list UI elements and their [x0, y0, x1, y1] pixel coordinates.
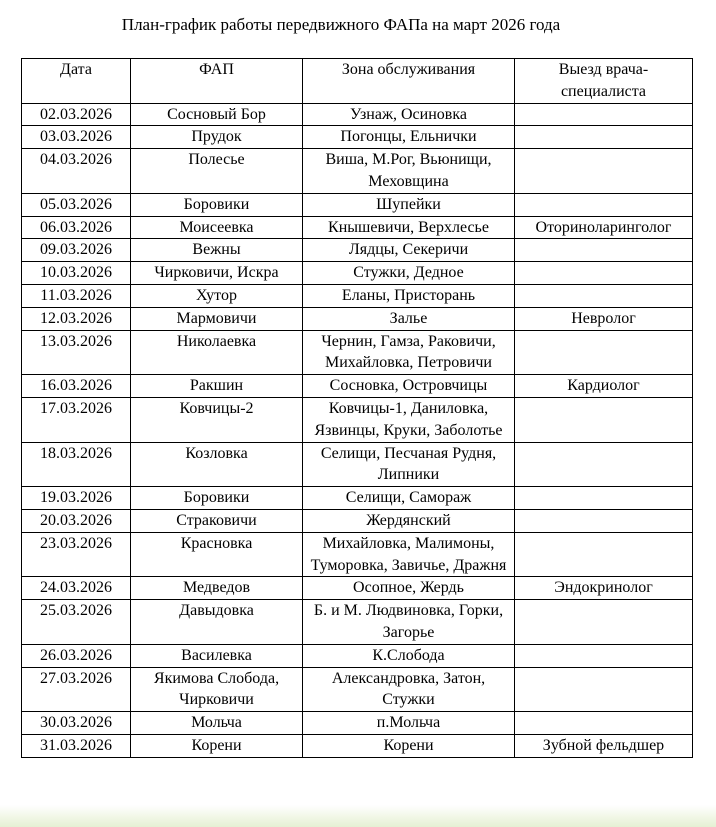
cell-date: 31.03.2026 — [22, 734, 131, 757]
cell-date: 12.03.2026 — [22, 307, 131, 330]
cell-doctor: Кардиолог — [515, 375, 693, 398]
cell-fap: Боровики — [131, 193, 303, 216]
decorative-strip — [0, 805, 716, 827]
table-row — [22, 375, 693, 398]
cell-zone: Александровка, Затон, Стужки — [303, 667, 515, 712]
cell-date: 06.03.2026 — [22, 216, 131, 239]
cell-zone: Виша, М.Рог, Вьюнищи, Меховщина — [303, 149, 515, 194]
table-row — [22, 149, 693, 194]
table-row — [22, 397, 693, 442]
cell-doctor: Оториноларинголог — [515, 216, 693, 239]
table-row — [22, 216, 693, 239]
cell-doctor — [515, 712, 693, 735]
cell-date: 19.03.2026 — [22, 487, 131, 510]
table-row — [22, 600, 693, 645]
cell-fap: Вежны — [131, 239, 303, 262]
cell-date: 23.03.2026 — [22, 532, 131, 577]
table-row — [22, 712, 693, 735]
cell-fap: Корени — [131, 734, 303, 757]
cell-date: 04.03.2026 — [22, 149, 131, 194]
cell-zone: Селищи, Самораж — [303, 487, 515, 510]
cell-doctor — [515, 239, 693, 262]
cell-doctor — [515, 193, 693, 216]
cell-doctor — [515, 330, 693, 375]
cell-doctor — [515, 667, 693, 712]
cell-doctor: Зубной фельдшер — [515, 734, 693, 757]
cell-date: 03.03.2026 — [22, 126, 131, 149]
cell-fap: Ковчицы-2 — [131, 397, 303, 442]
cell-doctor — [515, 644, 693, 667]
cell-zone: Шупейки — [303, 193, 515, 216]
cell-doctor — [515, 149, 693, 194]
cell-date: 13.03.2026 — [22, 330, 131, 375]
cell-doctor — [515, 284, 693, 307]
cell-zone: Еланы, Присторань — [303, 284, 515, 307]
cell-fap: Мольча — [131, 712, 303, 735]
cell-zone: К.Слобода — [303, 644, 515, 667]
cell-doctor — [515, 600, 693, 645]
cell-doctor — [515, 397, 693, 442]
cell-fap: Боровики — [131, 487, 303, 510]
table-row — [22, 330, 693, 375]
cell-fap: Николаевка — [131, 330, 303, 375]
cell-fap: Ракшин — [131, 375, 303, 398]
cell-zone: Погонцы, Ельнички — [303, 126, 515, 149]
schedule-table — [21, 58, 693, 758]
cell-zone: Жердянский — [303, 509, 515, 532]
table-row — [22, 734, 693, 757]
cell-zone: Кнышевичи, Верхлесье — [303, 216, 515, 239]
cell-zone: Б. и М. Людвиновка, Горки, Загорье — [303, 600, 515, 645]
cell-doctor — [515, 487, 693, 510]
cell-fap: Козловка — [131, 442, 303, 487]
table-row — [22, 239, 693, 262]
cell-fap: Красновка — [131, 532, 303, 577]
cell-zone: Узнаж, Осиновка — [303, 103, 515, 126]
cell-fap: Давыдовка — [131, 600, 303, 645]
table-row — [22, 103, 693, 126]
table-row — [22, 487, 693, 510]
cell-date: 27.03.2026 — [22, 667, 131, 712]
cell-date: 05.03.2026 — [22, 193, 131, 216]
cell-zone: Чернин, Гамза, Раковичи, Михайловка, Петровичи — [303, 330, 515, 375]
cell-date: 26.03.2026 — [22, 644, 131, 667]
table-row — [22, 126, 693, 149]
cell-date: 30.03.2026 — [22, 712, 131, 735]
page-title: План-график работы передвижного ФАПа на март 2026 года — [121, 15, 561, 34]
cell-date: 16.03.2026 — [22, 375, 131, 398]
cell-date: 20.03.2026 — [22, 509, 131, 532]
cell-zone: Сосновка, Островчицы — [303, 375, 515, 398]
cell-fap: Моисеевка — [131, 216, 303, 239]
cell-date: 18.03.2026 — [22, 442, 131, 487]
cell-doctor — [515, 126, 693, 149]
table-row — [22, 509, 693, 532]
table-row — [22, 284, 693, 307]
cell-zone: Михайловка, Малимоны, Туморовка, Завичье, Дражня — [303, 532, 515, 577]
cell-zone: Залье — [303, 307, 515, 330]
cell-fap: Чирковичи, Искра — [131, 262, 303, 285]
table-row — [22, 532, 693, 577]
column-header-fap: ФАП — [131, 59, 303, 104]
cell-zone: Селищи, Песчаная Рудня, Липники — [303, 442, 515, 487]
table-row — [22, 667, 693, 712]
cell-fap: Страковичи — [131, 509, 303, 532]
column-header-zone: Зона обслуживания — [303, 59, 515, 104]
cell-zone: Осопное, Жердь — [303, 577, 515, 600]
cell-fap: Прудок — [131, 126, 303, 149]
cell-zone: Ковчицы-1, Даниловка, Язвинцы, Круки, Заболотье — [303, 397, 515, 442]
cell-fap: Мармовичи — [131, 307, 303, 330]
table-row — [22, 442, 693, 487]
cell-date: 11.03.2026 — [22, 284, 131, 307]
cell-fap: Якимова Слобода, Чирковичи — [131, 667, 303, 712]
cell-date: 02.03.2026 — [22, 103, 131, 126]
cell-doctor — [515, 262, 693, 285]
cell-fap: Василевка — [131, 644, 303, 667]
cell-zone: Корени — [303, 734, 515, 757]
table-row — [22, 307, 693, 330]
table-row — [22, 577, 693, 600]
cell-doctor — [515, 532, 693, 577]
cell-doctor — [515, 509, 693, 532]
cell-doctor — [515, 442, 693, 487]
cell-doctor: Эндокринолог — [515, 577, 693, 600]
cell-date: 17.03.2026 — [22, 397, 131, 442]
column-header-date: Дата — [22, 59, 131, 104]
table-row — [22, 644, 693, 667]
column-header-doctor: Выезд врача-специалиста — [515, 59, 693, 104]
cell-zone: п.Мольча — [303, 712, 515, 735]
cell-date: 09.03.2026 — [22, 239, 131, 262]
cell-fap: Хутор — [131, 284, 303, 307]
cell-doctor: Невролог — [515, 307, 693, 330]
cell-date: 10.03.2026 — [22, 262, 131, 285]
cell-fap: Полесье — [131, 149, 303, 194]
cell-doctor — [515, 103, 693, 126]
cell-fap: Медведов — [131, 577, 303, 600]
table-header-row — [22, 59, 693, 104]
table-row — [22, 262, 693, 285]
cell-date: 25.03.2026 — [22, 600, 131, 645]
table-row — [22, 193, 693, 216]
cell-zone: Стужки, Дедное — [303, 262, 515, 285]
cell-fap: Сосновый Бор — [131, 103, 303, 126]
cell-date: 24.03.2026 — [22, 577, 131, 600]
cell-zone: Лядцы, Секеричи — [303, 239, 515, 262]
